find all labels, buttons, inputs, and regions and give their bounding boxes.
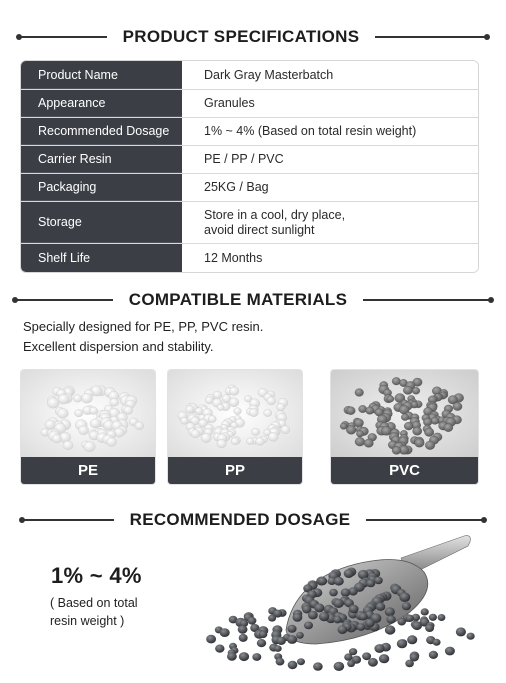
pellet	[276, 658, 285, 666]
pellet	[274, 645, 282, 652]
pellet	[318, 577, 328, 585]
table-row	[21, 61, 478, 90]
spec-table	[20, 60, 479, 273]
pellet	[186, 405, 195, 413]
pp-pellets-image	[168, 370, 302, 458]
compatible-description: Excellent dispersion and stability.	[23, 339, 214, 354]
specs-header	[0, 27, 506, 47]
pellet	[251, 428, 259, 435]
spec-value: Granules	[182, 90, 478, 117]
material-label: PE	[21, 457, 155, 484]
dosage-title: RECOMMENDED DOSAGE	[129, 510, 351, 529]
pellet	[246, 438, 254, 445]
pellet	[287, 625, 296, 633]
pellet	[234, 408, 242, 415]
pellet	[73, 395, 82, 403]
pellet	[288, 661, 298, 669]
pellet	[90, 419, 101, 428]
spec-value: 12 Months	[182, 244, 478, 272]
spec-key: Product Name	[21, 61, 182, 89]
compatible-description: Specially designed for PE, PP, PVC resin.	[23, 319, 264, 334]
pellet	[445, 647, 455, 656]
specs-title: PRODUCT SPECIFICATIONS	[122, 27, 360, 46]
spec-key: Shelf Life	[21, 244, 182, 272]
pellet	[329, 589, 338, 597]
pellet	[106, 437, 116, 446]
pellet	[359, 613, 368, 621]
spec-value-line: avoid direct sunlight	[204, 222, 315, 237]
pellet	[341, 588, 351, 596]
pellet	[201, 433, 211, 442]
spec-key: Recommended Dosage	[21, 118, 182, 145]
pellet	[444, 424, 453, 432]
pellet	[438, 614, 446, 621]
pellet	[227, 652, 237, 661]
pellet	[52, 434, 62, 443]
pellet	[74, 409, 83, 417]
pellet	[334, 577, 344, 586]
pellet	[81, 393, 92, 403]
pellet	[374, 577, 383, 585]
pellet	[357, 623, 366, 631]
pellet	[368, 658, 378, 667]
pellet	[392, 377, 400, 385]
table-row	[21, 174, 478, 202]
pellet	[344, 653, 352, 660]
pellet	[268, 615, 276, 622]
table-row	[21, 244, 478, 272]
pellet	[195, 408, 203, 415]
pellet	[355, 437, 365, 446]
pellet	[346, 407, 355, 415]
pellet	[376, 603, 386, 611]
pellet	[387, 396, 394, 402]
spec-value	[182, 202, 478, 243]
pellet	[231, 422, 238, 429]
dosage-note-line: resin weight )	[50, 614, 125, 628]
spec-key: Appearance	[21, 90, 182, 117]
pellet	[355, 389, 364, 397]
dosage-note-line: ( Based on total	[50, 596, 138, 610]
pellet	[239, 634, 248, 642]
pellet	[287, 635, 297, 644]
dosage-note	[50, 594, 160, 630]
pellet	[456, 627, 466, 636]
pellet	[374, 644, 384, 653]
pellet	[220, 628, 230, 637]
pellet	[58, 394, 69, 404]
dosage-value: 1% ~ 4%	[51, 563, 142, 588]
material-card-pe	[20, 369, 156, 485]
pellet	[406, 615, 414, 622]
pellet	[333, 616, 342, 624]
pellet	[344, 569, 354, 578]
pellet	[433, 639, 441, 646]
pellet	[407, 635, 417, 644]
table-row	[21, 146, 478, 174]
pellet	[365, 619, 375, 628]
material-card-pvc	[330, 369, 479, 485]
pellet	[84, 441, 96, 451]
pellet	[238, 625, 248, 634]
pellet	[402, 602, 411, 610]
pvc-pellets-image	[331, 370, 478, 458]
pe-pellets-image	[21, 370, 155, 458]
pellet	[429, 651, 438, 659]
pellet	[366, 579, 375, 587]
pellet	[217, 404, 224, 410]
compatible-title: COMPATIBLE MATERIALS	[128, 290, 348, 309]
pellet	[110, 398, 119, 406]
pellet	[397, 618, 406, 626]
divider-line	[19, 36, 107, 38]
pellet	[415, 439, 425, 448]
pellet	[135, 422, 144, 430]
pellet	[47, 398, 59, 409]
pellet	[45, 420, 56, 429]
pellet	[255, 437, 264, 445]
pellet	[252, 653, 261, 661]
pellet	[386, 615, 395, 623]
pellet	[57, 408, 68, 418]
scoop-pellets-image	[196, 520, 496, 680]
spec-key: Carrier Resin	[21, 146, 182, 173]
material-label: PP	[168, 457, 302, 484]
pellet	[333, 599, 344, 608]
material-label: PVC	[331, 457, 478, 484]
pellet	[229, 387, 239, 396]
pellet	[413, 427, 422, 435]
pellet	[425, 441, 435, 450]
pellet	[215, 645, 224, 653]
divider-line	[15, 299, 113, 301]
pellet	[404, 422, 413, 430]
pellet	[264, 409, 272, 416]
pellet	[431, 417, 439, 424]
pellet	[412, 387, 420, 394]
pellet	[347, 660, 355, 667]
table-row	[21, 202, 478, 244]
pellet	[268, 432, 278, 441]
pellet	[356, 431, 363, 438]
pellet	[191, 430, 200, 438]
pellet	[267, 397, 276, 405]
pellet	[412, 621, 422, 630]
pellet	[217, 439, 227, 448]
pellet	[248, 617, 257, 625]
spec-key: Storage	[21, 202, 182, 243]
pellet	[349, 605, 359, 614]
pellet	[385, 607, 395, 616]
divider-line	[363, 299, 491, 301]
pellet	[208, 415, 216, 422]
pellet	[405, 660, 414, 668]
pellet	[467, 633, 475, 640]
pellet	[308, 611, 318, 620]
pellet	[385, 625, 396, 634]
divider-line	[375, 36, 487, 38]
pellet	[425, 624, 434, 632]
pellet	[297, 658, 305, 665]
pellet	[429, 614, 437, 621]
pellet	[257, 639, 266, 647]
spec-value: PE / PP / PVC	[182, 146, 478, 173]
pellet	[424, 428, 433, 437]
pellet	[281, 426, 290, 434]
table-row	[21, 90, 478, 118]
pellet	[392, 446, 401, 454]
pellet	[421, 608, 429, 615]
pellet	[259, 631, 267, 638]
pellet	[346, 426, 356, 435]
pellet	[364, 439, 373, 447]
table-row	[21, 118, 478, 146]
pellet	[397, 639, 407, 648]
pellet	[313, 662, 323, 670]
spec-key: Packaging	[21, 174, 182, 201]
pellet	[277, 404, 285, 411]
pellet	[78, 426, 88, 435]
pellet	[249, 409, 258, 417]
pellet	[63, 441, 73, 450]
pellet	[319, 612, 329, 621]
pellet	[381, 426, 391, 435]
pellet	[366, 407, 374, 414]
pellet	[401, 414, 408, 421]
pellet	[296, 632, 304, 639]
spec-value-line: Store in a cool, dry place,	[204, 207, 346, 222]
pellet	[338, 625, 348, 634]
material-card-pp	[167, 369, 303, 485]
pellet	[453, 402, 462, 410]
pellet	[314, 603, 324, 612]
pellet	[239, 652, 249, 661]
pellet	[340, 423, 347, 429]
pellet	[293, 613, 303, 622]
pellet	[277, 637, 286, 645]
pellet	[231, 438, 239, 445]
pellet	[403, 386, 412, 394]
spec-value: 1% ~ 4% (Based on total resin weight)	[182, 118, 478, 145]
pellet	[304, 622, 313, 630]
pellet	[399, 592, 410, 602]
pellet	[229, 398, 239, 407]
pellet	[379, 654, 389, 663]
pellet	[206, 635, 216, 644]
pellet	[423, 418, 432, 426]
compatible-header	[0, 290, 506, 310]
spec-value: Dark Gray Masterbatch	[182, 61, 478, 89]
spec-value: 25KG / Bag	[182, 174, 478, 201]
pellet	[334, 662, 345, 671]
divider-line	[22, 519, 114, 521]
pellet	[181, 417, 189, 424]
